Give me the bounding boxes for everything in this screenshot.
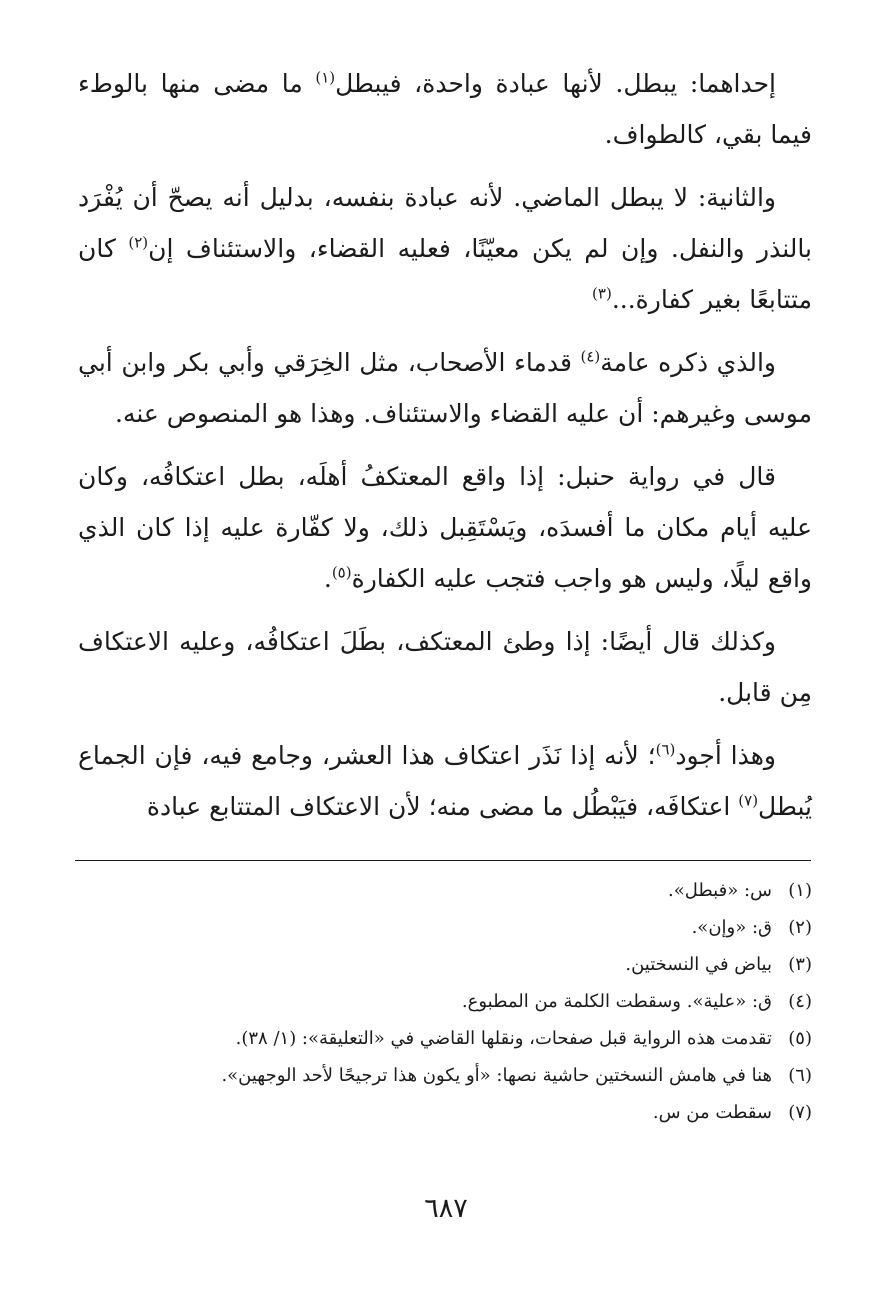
footnote-reference: (٢) [128,233,149,252]
footnote-text: تقدمت هذه الرواية قبل صفحات، ونقلها القاضي في «التعليقة»: (١/ ٣٨). [235,1028,772,1049]
footnote-number: (١) [788,880,812,901]
paragraph [78,58,812,160]
footnote-text: س: «فبطل». [668,880,772,901]
footnote [78,872,812,909]
footnote [78,1057,812,1094]
footnote-text: هنا في هامش النسختين حاشية نصها: «أو يكون هذا ترجيحًا لأحد الوجهين». [221,1065,772,1086]
footnotes [78,872,812,1131]
footnote [78,1094,812,1131]
footnote-number: (٧) [788,1102,812,1123]
page-number: ٦٨٧ [424,1193,468,1224]
paragraph-text: إحداهما: يبطل. لأنها عبادة واحدة، فيبطل [335,69,776,98]
paragraph-text: اعتكافَه، فيَبْطُل ما مضى منه؛ لأن الاعتكاف المتتابع عبادة [146,792,739,821]
footnote-reference: (١) [315,68,336,87]
footnote-number: (٤) [788,991,812,1012]
footnote-text: سقطت من س. [652,1102,772,1123]
footnote-text: ق: «علية». وسقطت الكلمة من المطبوع. [461,991,772,1012]
footnote-reference: (٥) [331,563,352,582]
footnote-number: (٥) [788,1028,812,1049]
paragraph-text: وكذلك قال أيضًا: إذا وطئ المعتكف، بطَلَ اعتكافُه، وعليه الاعتكاف مِن قابل. [78,627,812,707]
paragraph-text: ما مضى منها بالوطء فيما بقي، كالطواف. [78,69,812,149]
footnote-reference: (٧) [738,791,759,810]
paragraph [78,616,812,718]
paragraph [78,172,812,325]
paragraph-text: قال في رواية حنبل: إذا واقع المعتكفُ أهلَه، بطل اعتكافُه، وكان عليه أيام مكان ما أفسدَه، ويَسْتَقِبل ذلك، ولا كفّارة عليه إذا كان الذي واقع ليلًا، وليس هو واجب فتجب عليه الكفارة [78,462,812,593]
paragraph-text: والذي ذكره عامة [600,348,776,377]
footnote-number: (٢) [788,917,812,938]
paragraph-text: . [323,564,332,593]
footnote [78,946,812,983]
footnote-reference: (٣) [592,284,612,303]
footnote-number: (٣) [788,954,812,975]
footnote-reference: (٤) [580,347,601,366]
paragraph [78,730,812,832]
paragraph-text: كان متتابعًا بغير كفارة... [78,234,812,314]
paragraph-text: والثانية: لا يبطل الماضي. لأنه عبادة بنفسه، بدليل أنه يصحّ أن يُفْرَد بالنذر والنفل. وإن لم يكن معيّنًا، فعليه القضاء، والاستئناف إن [78,183,812,263]
footnote-reference: (٦) [655,740,676,759]
paragraph-text: وهذا أجود [675,741,776,770]
footnote-text: ق: «وإن». [691,917,772,938]
paragraph-text: قدماء الأصحاب، مثل الخِرَقي وأبي بكر وابن أبي موسى وغيرهم: أن عليه القضاء والاستئناف. وهذا هو المنصوص عنه. [78,348,812,428]
paragraph [78,451,812,604]
footnote [78,909,812,946]
footnote-separator [75,860,811,861]
paragraph-text: ؛ لأنه إذا نَذَر اعتكاف هذا العشر، وجامع فيه، فإن الجماع يُبطل [78,741,812,821]
footnote [78,983,812,1020]
paragraph [78,337,812,439]
footnote-number: (٦) [788,1065,812,1086]
body-text [78,58,812,844]
footnote [78,1020,812,1057]
footnote-text: بياض في النسختين. [625,954,772,975]
